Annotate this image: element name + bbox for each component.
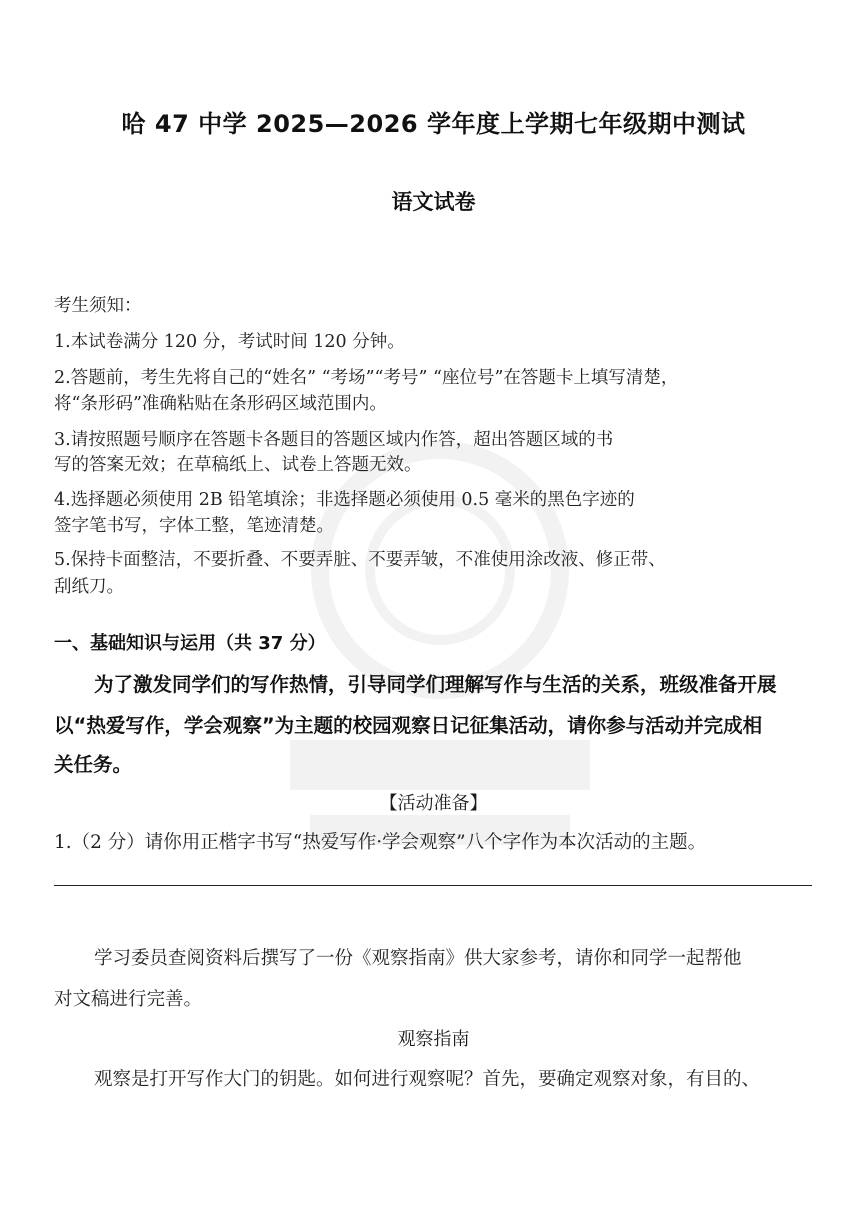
notice-line-2b: 将“条形码”准确粘贴在条形码区域范围内。 — [54, 394, 387, 414]
notice-line-4a: 4.选择题必须使用 2B 铅笔填涂；非选择题必须使用 0.5 毫米的黑色字迹的 — [54, 490, 635, 510]
notice-line-5b: 刮纸刀。 — [54, 577, 124, 597]
notice-line-1: 1.本试卷满分 120 分，考试时间 120 分钟。 — [54, 332, 405, 352]
para-line-1: 学习委员查阅资料后撰写了一份《观察指南》供大家参考，请你和同学一起帮他 — [94, 948, 742, 969]
answer-line — [54, 885, 812, 886]
notice-line-3a: 3.请按照题号顺序在答题卡各题目的答题区域内作答，超出答题区域的书 — [54, 430, 614, 450]
exam-title: 哈 47 中学 2025—2026 学年度上学期七年级期中测试 — [121, 110, 746, 138]
notice-line-2a: 2.答题前，考生先将自己的“姓名” “考场”“考号” “座位号”在答题卡上填写清楚， — [54, 368, 679, 388]
question-1: 1.（2 分）请你用正楷字书写“热爱写作·学会观察”八个字作为本次活动的主题。 — [54, 832, 707, 853]
intro-line-2: 以“热爱写作，学会观察”为主题的校园观察日记征集活动，请你参与活动并完成相 — [54, 714, 763, 737]
notice-heading: 考生须知： — [54, 296, 142, 316]
guide-line-1: 观察是打开写作大门的钥匙。如何进行观察呢？首先，要确定观察对象，有目的、 — [94, 1069, 761, 1090]
notice-line-3b: 写的答案无效；在草稿纸上、试卷上答题无效。 — [54, 455, 422, 475]
para-line-2: 对文稿进行完善。 — [54, 989, 203, 1010]
activity-label: 【活动准备】 — [379, 793, 488, 814]
guide-title: 观察指南 — [397, 1029, 470, 1050]
notice-line-5a: 5.保持卡面整洁，不要折叠、不要弄脏、不要弄皱，不准使用涂改液、修正带、 — [54, 550, 666, 570]
intro-line-1: 为了激发同学们的写作热情，引导同学们理解写作与生活的关系，班级准备开展 — [94, 673, 777, 696]
section-heading: 一、基础知识与运用（共 37 分） — [54, 633, 326, 654]
exam-subtitle: 语文试卷 — [391, 190, 476, 214]
intro-line-3: 关任务。 — [54, 753, 133, 776]
notice-line-4b: 签字笔书写，字体工整，笔迹清楚。 — [54, 516, 334, 536]
